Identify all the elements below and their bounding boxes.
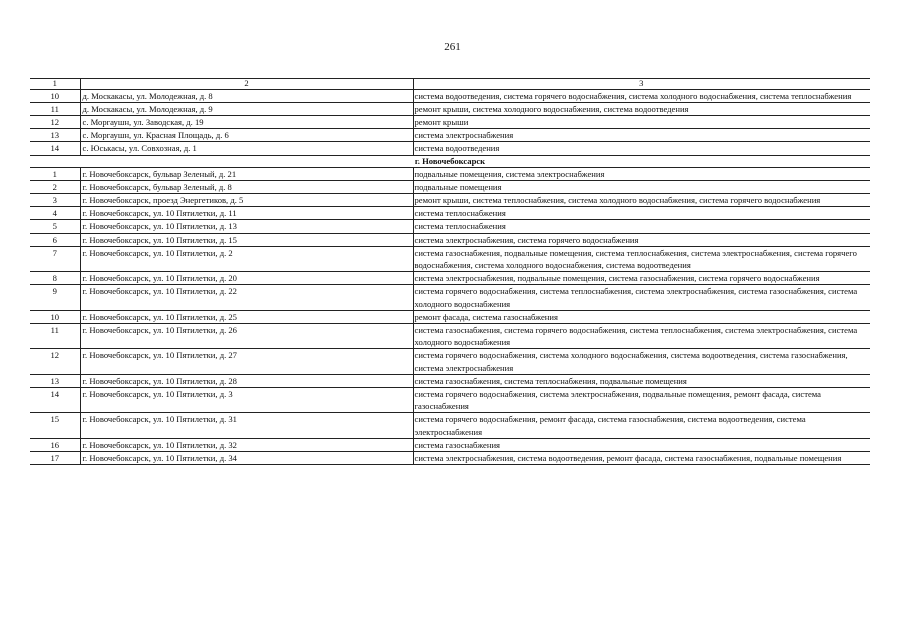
row-works: ремонт крыши, система холодного водоснабжения, система водоотведения [413, 102, 870, 115]
row-works: система водоотведения, система горячего водоснабжения, система холодного водоснабжения, система теплоснабжения [413, 89, 870, 102]
row-address: г. Новочебоксарск, ул. 10 Пятилетки, д. 22 [80, 285, 413, 310]
row-works: система газоснабжения [413, 438, 870, 451]
row-address: г. Новочебоксарск, ул. 10 Пятилетки, д. 2 [80, 246, 413, 271]
table-row [30, 285, 870, 310]
column-number-row [30, 79, 870, 90]
row-address: г. Новочебоксарск, ул. 10 Пятилетки, д. 20 [80, 272, 413, 285]
table-row [30, 387, 870, 412]
row-works: ремонт крыши, система теплоснабжения, система холодного водоснабжения, система горячего водоснабжения [413, 193, 870, 206]
row-works: система горячего водоснабжения, система холодного водоснабжения, система водоотведения, система газоснабжения, система электроснабжения [413, 349, 870, 374]
table-row [30, 102, 870, 115]
row-number: 3 [30, 193, 80, 206]
table-row [30, 310, 870, 323]
row-works: ремонт крыши [413, 115, 870, 128]
row-number: 6 [30, 233, 80, 246]
table-row [30, 233, 870, 246]
row-address: г. Новочебоксарск, ул. 10 Пятилетки, д. 27 [80, 349, 413, 374]
column-number-2: 2 [80, 79, 413, 90]
row-works: система газоснабжения, система горячего водоснабжения, система теплоснабжения, система электроснабжения, система холодного водоснабжения [413, 323, 870, 348]
table-row [30, 246, 870, 271]
row-address: с. Моргаушн, ул. Красная Площадь, д. 6 [80, 129, 413, 142]
row-number: 1 [30, 167, 80, 180]
row-number: 12 [30, 115, 80, 128]
table-row [30, 413, 870, 438]
table-row [30, 193, 870, 206]
row-works: система электроснабжения [413, 129, 870, 142]
row-works: подвальные помещения, система электроснабжения [413, 167, 870, 180]
table-row [30, 220, 870, 233]
row-address: г. Новочебоксарск, бульвар Зеленый, д. 21 [80, 167, 413, 180]
row-works: система теплоснабжения [413, 207, 870, 220]
row-works: система горячего водоснабжения, система теплоснабжения, система электроснабжения, система газоснабжения, система холодного водоснабжения [413, 285, 870, 310]
column-number-1: 1 [30, 79, 80, 90]
row-number: 10 [30, 310, 80, 323]
row-works: система электроснабжения, система водоотведения, ремонт фасада, система газоснабжения, подвальные помещения [413, 451, 870, 464]
table-row [30, 349, 870, 374]
row-number: 14 [30, 142, 80, 155]
table-row [30, 89, 870, 102]
table-body [30, 79, 870, 465]
row-address: г. Новочебоксарск, бульвар Зеленый, д. 8 [80, 180, 413, 193]
row-number: 13 [30, 374, 80, 387]
row-number: 15 [30, 413, 80, 438]
row-address: г. Новочебоксарск, ул. 10 Пятилетки, д. 11 [80, 207, 413, 220]
row-works: система горячего водоснабжения, система электроснабжения, подвальные помещения, ремонт фасада, система газоснабжения [413, 387, 870, 412]
row-works: система газоснабжения, подвальные помещения, система теплоснабжения, система электроснабжения, система горячего водоснабжения, система холодного водоснабжения, система водоотведения [413, 246, 870, 271]
row-number: 13 [30, 129, 80, 142]
row-number: 14 [30, 387, 80, 412]
page-number: 261 [444, 41, 461, 53]
repair-registry-table [30, 78, 870, 465]
row-address: г. Новочебоксарск, ул. 10 Пятилетки, д. 13 [80, 220, 413, 233]
table-row [30, 451, 870, 464]
row-works: система электроснабжения, подвальные помещения, система газоснабжения, система горячего водоснабжения [413, 272, 870, 285]
row-address: с. Юськасы, ул. Совхозная, д. 1 [80, 142, 413, 155]
row-number: 16 [30, 438, 80, 451]
table-row [30, 142, 870, 155]
row-works: система электроснабжения, система горячего водоснабжения [413, 233, 870, 246]
table-row [30, 167, 870, 180]
table-row [30, 323, 870, 348]
section-row [30, 155, 870, 167]
row-works: система водоотведения [413, 142, 870, 155]
row-address: г. Новочебоксарск, ул. 10 Пятилетки, д. 25 [80, 310, 413, 323]
row-number: 11 [30, 323, 80, 348]
table-row [30, 129, 870, 142]
row-works: система теплоснабжения [413, 220, 870, 233]
row-address: г. Новочебоксарск, ул. 10 Пятилетки, д. 15 [80, 233, 413, 246]
row-number: 4 [30, 207, 80, 220]
row-number: 5 [30, 220, 80, 233]
row-address: д. Москакасы, ул. Молодежная, д. 9 [80, 102, 413, 115]
row-works: ремонт фасада, система газоснабжения [413, 310, 870, 323]
row-number: 7 [30, 246, 80, 271]
row-address: г. Новочебоксарск, ул. 10 Пятилетки, д. 32 [80, 438, 413, 451]
row-number: 9 [30, 285, 80, 310]
row-number: 11 [30, 102, 80, 115]
row-number: 12 [30, 349, 80, 374]
row-address: д. Москакасы, ул. Молодежная, д. 8 [80, 89, 413, 102]
row-number: 10 [30, 89, 80, 102]
row-address: г. Новочебоксарск, ул. 10 Пятилетки, д. 26 [80, 323, 413, 348]
row-address: г. Новочебоксарск, ул. 10 Пятилетки, д. 28 [80, 374, 413, 387]
row-number: 17 [30, 451, 80, 464]
table-row [30, 438, 870, 451]
row-number: 8 [30, 272, 80, 285]
table-row [30, 207, 870, 220]
row-address: с. Моргаушн, ул. Заводская, д. 19 [80, 115, 413, 128]
table-row [30, 115, 870, 128]
row-address: г. Новочебоксарск, проезд Энергетиков, д. 5 [80, 193, 413, 206]
table-row [30, 272, 870, 285]
table-row [30, 180, 870, 193]
row-address: г. Новочебоксарск, ул. 10 Пятилетки, д. 31 [80, 413, 413, 438]
row-number: 2 [30, 180, 80, 193]
section-title: г. Новочебоксарск [30, 155, 870, 167]
row-works: система горячего водоснабжения, ремонт фасада, система газоснабжения, система водоотведения, система электроснабжения [413, 413, 870, 438]
row-works: подвальные помещения [413, 180, 870, 193]
row-works: система газоснабжения, система теплоснабжения, подвальные помещения [413, 374, 870, 387]
row-address: г. Новочебоксарск, ул. 10 Пятилетки, д. 3 [80, 387, 413, 412]
column-number-3: 3 [413, 79, 870, 90]
table-row [30, 374, 870, 387]
row-address: г. Новочебоксарск, ул. 10 Пятилетки, д. 34 [80, 451, 413, 464]
